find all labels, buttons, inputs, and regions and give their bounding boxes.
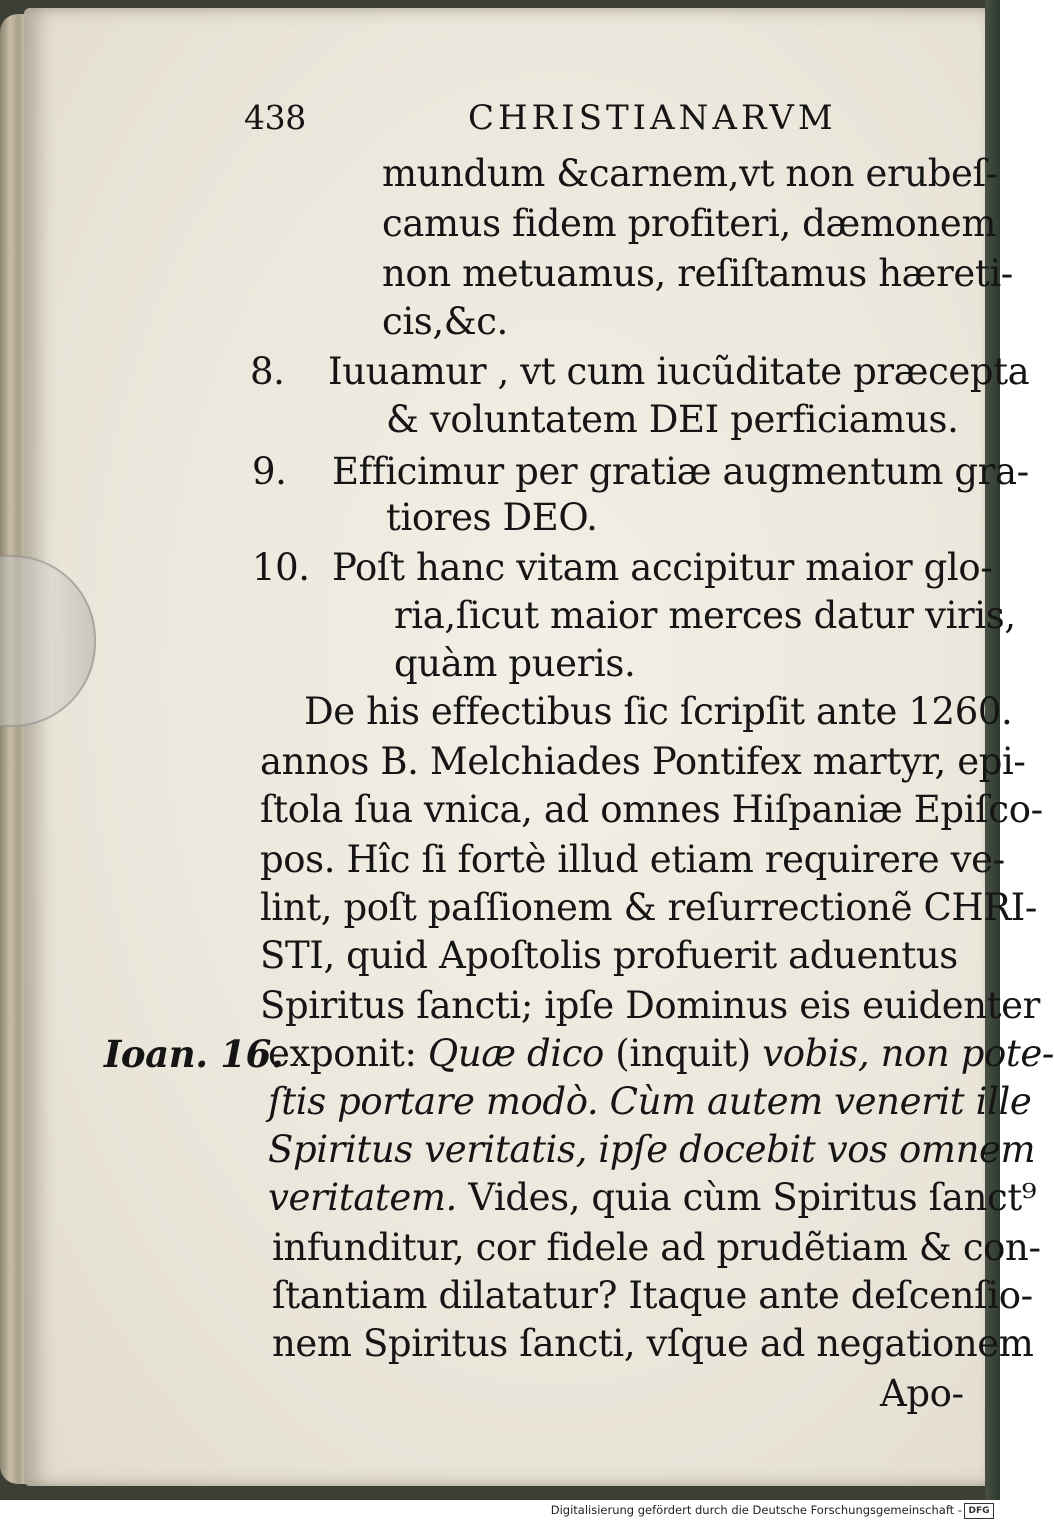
catchword: Apo- — [880, 1372, 964, 1415]
text-line: quàm pueris. — [394, 642, 636, 685]
running-title: CHRISTIANARVM — [468, 98, 837, 138]
footer-credit: Digitalisierung gefördert durch die Deutsche Forschungsgemeinschaft - — [550, 1503, 962, 1517]
text-line: Efficimur per gratiæ augmentum gra- — [332, 450, 1029, 493]
text-line: non metuamus, reſiſtamus hæreti- — [382, 252, 1013, 295]
text-line: ſtis portare modò. Cùm autem venerit ille — [268, 1080, 1032, 1123]
text-line: lint, poſt paſſionem & reſurrectionẽ CHRI- — [260, 886, 1038, 929]
text-line: exponit: Quæ dico (inquit) vobis, non pote- — [268, 1032, 1054, 1075]
text-line: Iuuamur , vt cum iucũditate præcepta — [328, 350, 1030, 393]
text-line: tiores DEO. — [386, 496, 598, 539]
text-line: nem Spiritus ſancti, vſque ad negationem — [272, 1322, 1034, 1365]
text-line: cis,&c. — [382, 300, 508, 343]
text-line: STI, quid Apoſtolis profuerit aduentus — [260, 934, 958, 977]
text-line: infunditur, cor fidele ad prudẽtiam & con- — [272, 1226, 1041, 1269]
text-line: ſtantiam dilatatur? Itaque ante deſcenſio- — [272, 1274, 1033, 1317]
text-line: ſtola ſua vnica, ad omnes Hiſpaniæ Epiſco- — [260, 788, 1043, 831]
list-number: 8. — [250, 350, 285, 393]
text-line: veritatem. Vides, quia cùm Spiritus ſanct⁹ — [268, 1176, 1037, 1219]
dfg-logo-icon: DFG — [964, 1503, 994, 1519]
text-line: & voluntatem DEI perficiamus. — [386, 398, 959, 441]
text-line: pos. Hîc ſi fortè illud etiam requirere ve- — [260, 838, 1005, 881]
text-line: ria,ſicut maior merces datur viris, — [394, 594, 1016, 637]
margin-note: Ioan. 16. — [104, 1032, 284, 1076]
list-number: 9. — [252, 450, 287, 493]
text-line: De his effectibus ſic ſcripſit ante 1260. — [304, 690, 1013, 733]
text-line: Poſt hanc vitam accipitur maior glo- — [332, 546, 993, 589]
list-number: 10. — [252, 546, 310, 589]
text-line: mundum &carnem,vt non erubeſ- — [382, 152, 998, 195]
footer-bar — [0, 1500, 1000, 1521]
text-line: Spiritus veritatis, ipſe docebit vos omnem — [268, 1128, 1036, 1171]
page-number: 438 — [244, 98, 306, 137]
text-line: annos B. Melchiades Pontifex martyr, epi- — [260, 740, 1026, 783]
text-line: camus fidem profiteri, dæmonem — [382, 202, 997, 245]
text-line: Spiritus ſancti; ipſe Dominus eis euidenter — [260, 984, 1040, 1027]
